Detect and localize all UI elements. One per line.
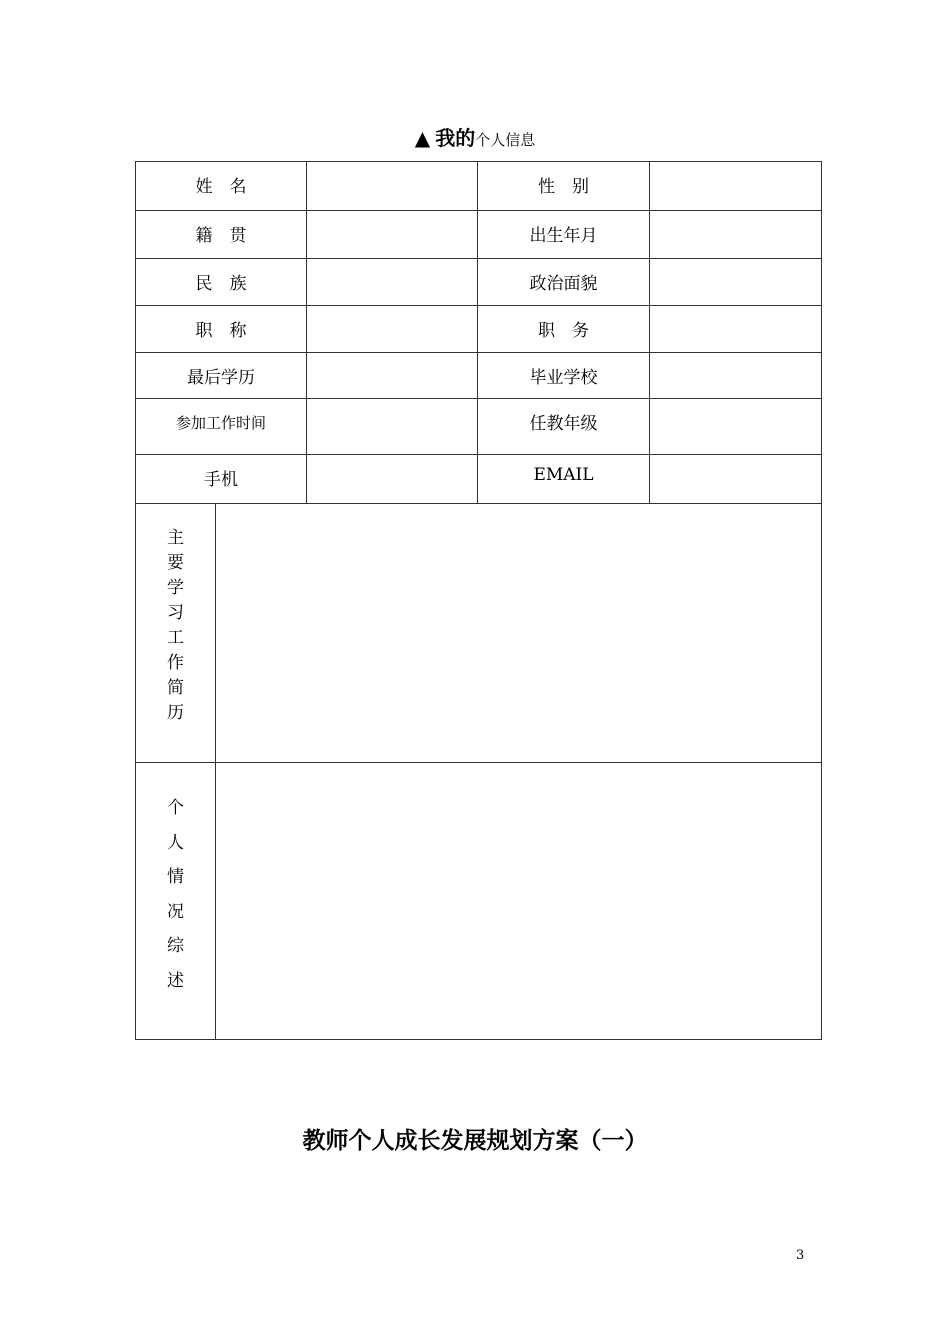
section-heading (0, 122, 950, 151)
title-field[interactable] (307, 306, 478, 353)
heading-bold-text: 我的 (435, 126, 476, 150)
gender-label: 性 别 (478, 162, 650, 211)
gender-field[interactable] (650, 162, 822, 211)
graduate-school-field[interactable] (650, 353, 822, 399)
table-row (136, 259, 822, 306)
name-field[interactable] (307, 162, 478, 211)
teaching-grade-label: 任教年级 (478, 399, 650, 455)
table-row (136, 162, 822, 211)
birth-date-label: 出生年月 (478, 211, 650, 259)
phone-label: 手机 (136, 455, 307, 504)
native-place-label: 籍 贯 (136, 211, 307, 259)
phone-field[interactable] (307, 455, 478, 504)
birth-date-field[interactable] (650, 211, 822, 259)
summary-label-cell (136, 763, 216, 1040)
personal-info-table (135, 161, 822, 1040)
table-row (136, 763, 822, 1040)
summary-label: 个人情况综述 (167, 798, 184, 991)
resume-field[interactable] (216, 504, 822, 763)
table-row (136, 353, 822, 399)
email-label: EMAIL (478, 455, 650, 504)
table-row (136, 399, 822, 455)
ethnicity-label: 民 族 (136, 259, 307, 306)
table-row (136, 455, 822, 504)
education-label: 最后学历 (136, 353, 307, 399)
title-label: 职 称 (136, 306, 307, 353)
page-number: 3 (796, 1248, 805, 1263)
ethnicity-field[interactable] (307, 259, 478, 306)
document-title: 教师个人成长发展规划方案（一） (302, 1127, 648, 1154)
position-label: 职 务 (478, 306, 650, 353)
heading-small-text: 个人信息 (475, 131, 536, 149)
graduate-school-label: 毕业学校 (478, 353, 650, 399)
table-row (136, 306, 822, 353)
table-row (136, 211, 822, 259)
work-start-label: 参加工作时间 (136, 399, 307, 455)
teaching-grade-field[interactable] (650, 399, 822, 455)
email-field[interactable] (650, 455, 822, 504)
education-field[interactable] (307, 353, 478, 399)
position-field[interactable] (650, 306, 822, 353)
name-label: 姓 名 (136, 162, 307, 211)
triangle-icon: ▲ (414, 126, 431, 150)
work-start-field[interactable] (307, 399, 478, 455)
summary-field[interactable] (216, 763, 822, 1040)
political-status-field[interactable] (650, 259, 822, 306)
table-row (136, 504, 822, 763)
resume-label-cell (136, 504, 216, 763)
political-status-label: 政治面貌 (478, 259, 650, 306)
native-place-field[interactable] (307, 211, 478, 259)
resume-label: 主要学习工作简历 (167, 528, 184, 723)
